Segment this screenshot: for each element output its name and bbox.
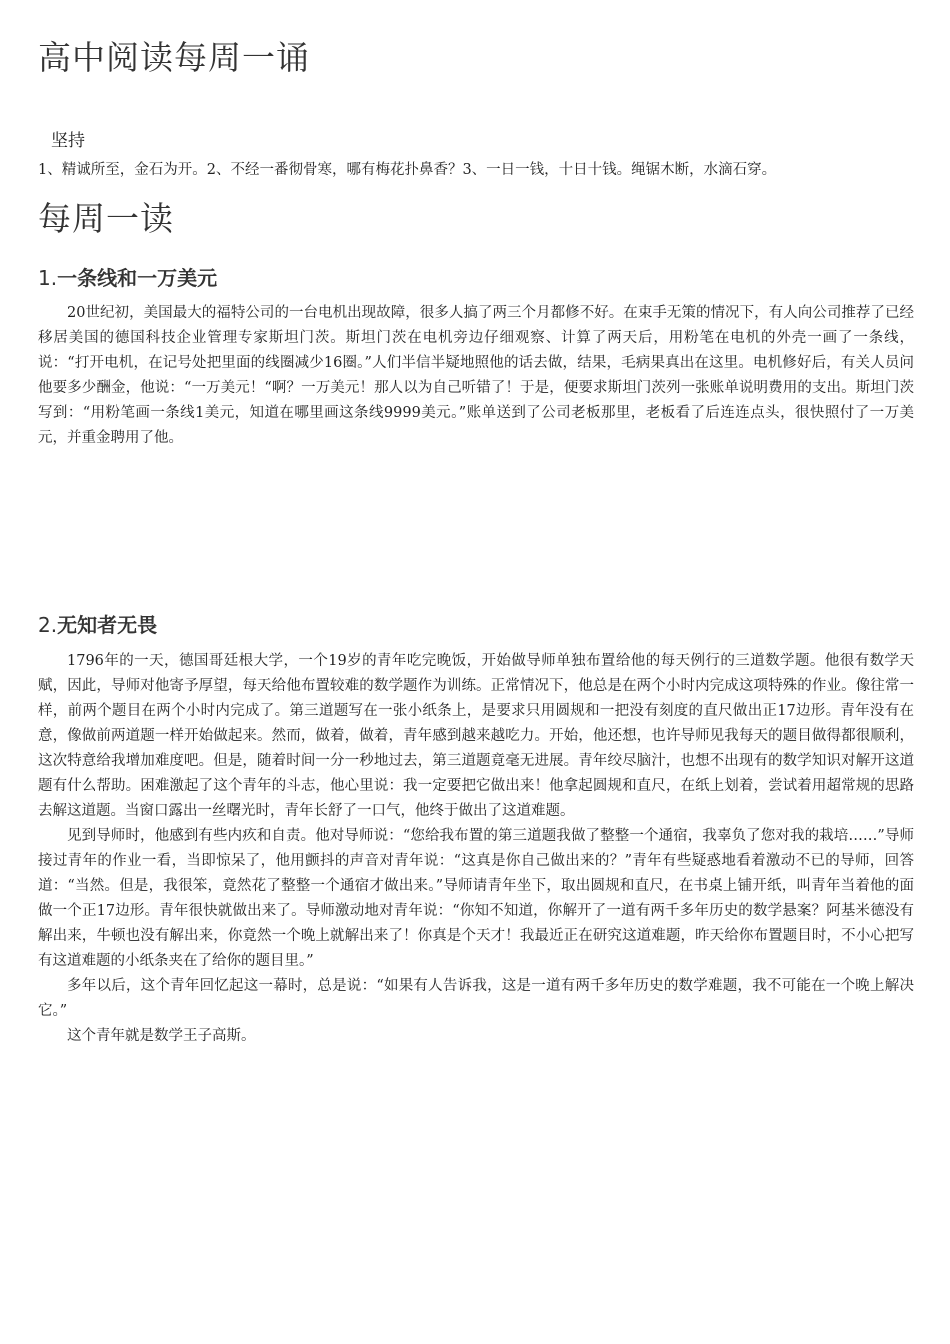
- story-2-title: [38, 609, 157, 638]
- paragraph: 见到导师时，他感到有些内疚和自责。他对导师说：“您给我布置的第三道题我做了整整一个通宿，我辜负了您对我的栽培……”导师接过青年的作业一看，当即惊呆了，他用颤抖的声音对青年说：“这真是你自己做出来的？”青年有些疑惑地看着激动不已的导师，回答道：“当然。但是，我很笨，竟然花了整整一个通宿才做出来。”导师请青年坐下，取出圆规和直尺，在书桌上铺开纸，叫青年当着他的面做一个正17边形。青年很快就做出来了。导师激动地对青年说：“你知不知道，你解开了一道有两千多年历史的数学悬案？阿基米德没有解出来，牛顿也没有解出来，你竟然一个晚上就解出来了！你真是个天才！我最近正在研究这道难题，昨天给你布置题目时，不小心把写有这道难题的小纸条夹在了给你的题目里。”: [38, 828, 914, 969]
- story-1-body: [38, 301, 914, 451]
- page-title: 高中阅读每周一诵: [38, 38, 310, 77]
- story-1-title: [38, 262, 217, 291]
- paragraph: 20世纪初，美国最大的福特公司的一台电机出现故障，很多人搞了两三个月都修不好。在束手无策的情况下，有人向公司推荐了已经移居美国的德国科技企业管理专家斯坦门茨。斯坦门茨在电机旁边仔细观察、计算了两天后，用粉笔在电机的外壳一画了一条线，说：“打开电机，在记号处把里面的线圈减少16圈。”人们半信半疑地照他的话去做，结果，毛病果真出在这里。电机修好后，有关人员问他要多少酬金，他说：“一万美元！“啊？一万美元！那人以为自己听错了！于是，便要求斯坦门茨列一张账单说明费用的支出。斯坦门茨写到：“用粉笔画一条线1美元，知道在哪里画这条线9999美元。”账单送到了公司老板那里，老板看了后连连点头，很快照付了一万美元，并重金聘用了他。: [38, 305, 914, 446]
- paragraph: 多年以后，这个青年回忆起这一幕时，总是说：“如果有人告诉我，这是一道有两千多年历史的数学难题，我不可能在一个晚上解决它。”: [38, 978, 914, 1019]
- section-label-persist: 坚持: [51, 131, 85, 151]
- paragraph: 1796年的一天，德国哥廷根大学，一个19岁的青年吃完晚饭，开始做导师单独布置给他的每天例行的三道数学题。他很有数学天赋，因此，导师对他寄予厚望，每天给他布置较难的数学题作为训练。正常情况下，他总是在两个小时内完成这项特殊的作业。像往常一样，前两个题目在两个小时内完成了。第三道题写在一张小纸条上，是要求只用圆规和一把没有刻度的直尺做出正17边形。青年没有在意，像做前两道题一样开始做起来。然而，做着，做着，青年感到越来越吃力。开始，他还想，也许导师见我每天的题目做得都很顺利，这次特意给我增加难度吧。但是，随着时间一分一秒地过去，第三道题竟毫无进展。青年绞尽脑汁，也想不出现有的数学知识对解开这道题有什么帮助。困难激起了这个青年的斗志，他心里说：我一定要把它做出来！他拿起圆规和直尺，在纸上划着，尝试着用超常规的思路去解这道题。当窗口露出一丝曙光时，青年长舒了一口气，他终于做出了这道难题。: [38, 653, 914, 819]
- paragraph: 这个青年就是数学王子高斯。: [67, 1028, 256, 1044]
- story-title-text: 无知者无畏: [57, 613, 158, 637]
- story-number: 1.: [38, 266, 58, 290]
- story-2-body: [38, 649, 914, 1049]
- quotes-line: 1、精诚所至，金石为开。2、不经一番彻骨寒，哪有梅花扑鼻香？3、一日一钱，十日十钱。绳锯木断，水滴石穿。: [38, 162, 777, 178]
- weekly-reading-heading: 每周一读: [38, 199, 174, 238]
- story-number: 2.: [38, 613, 58, 637]
- story-title-text: 一条线和一万美元: [57, 266, 218, 290]
